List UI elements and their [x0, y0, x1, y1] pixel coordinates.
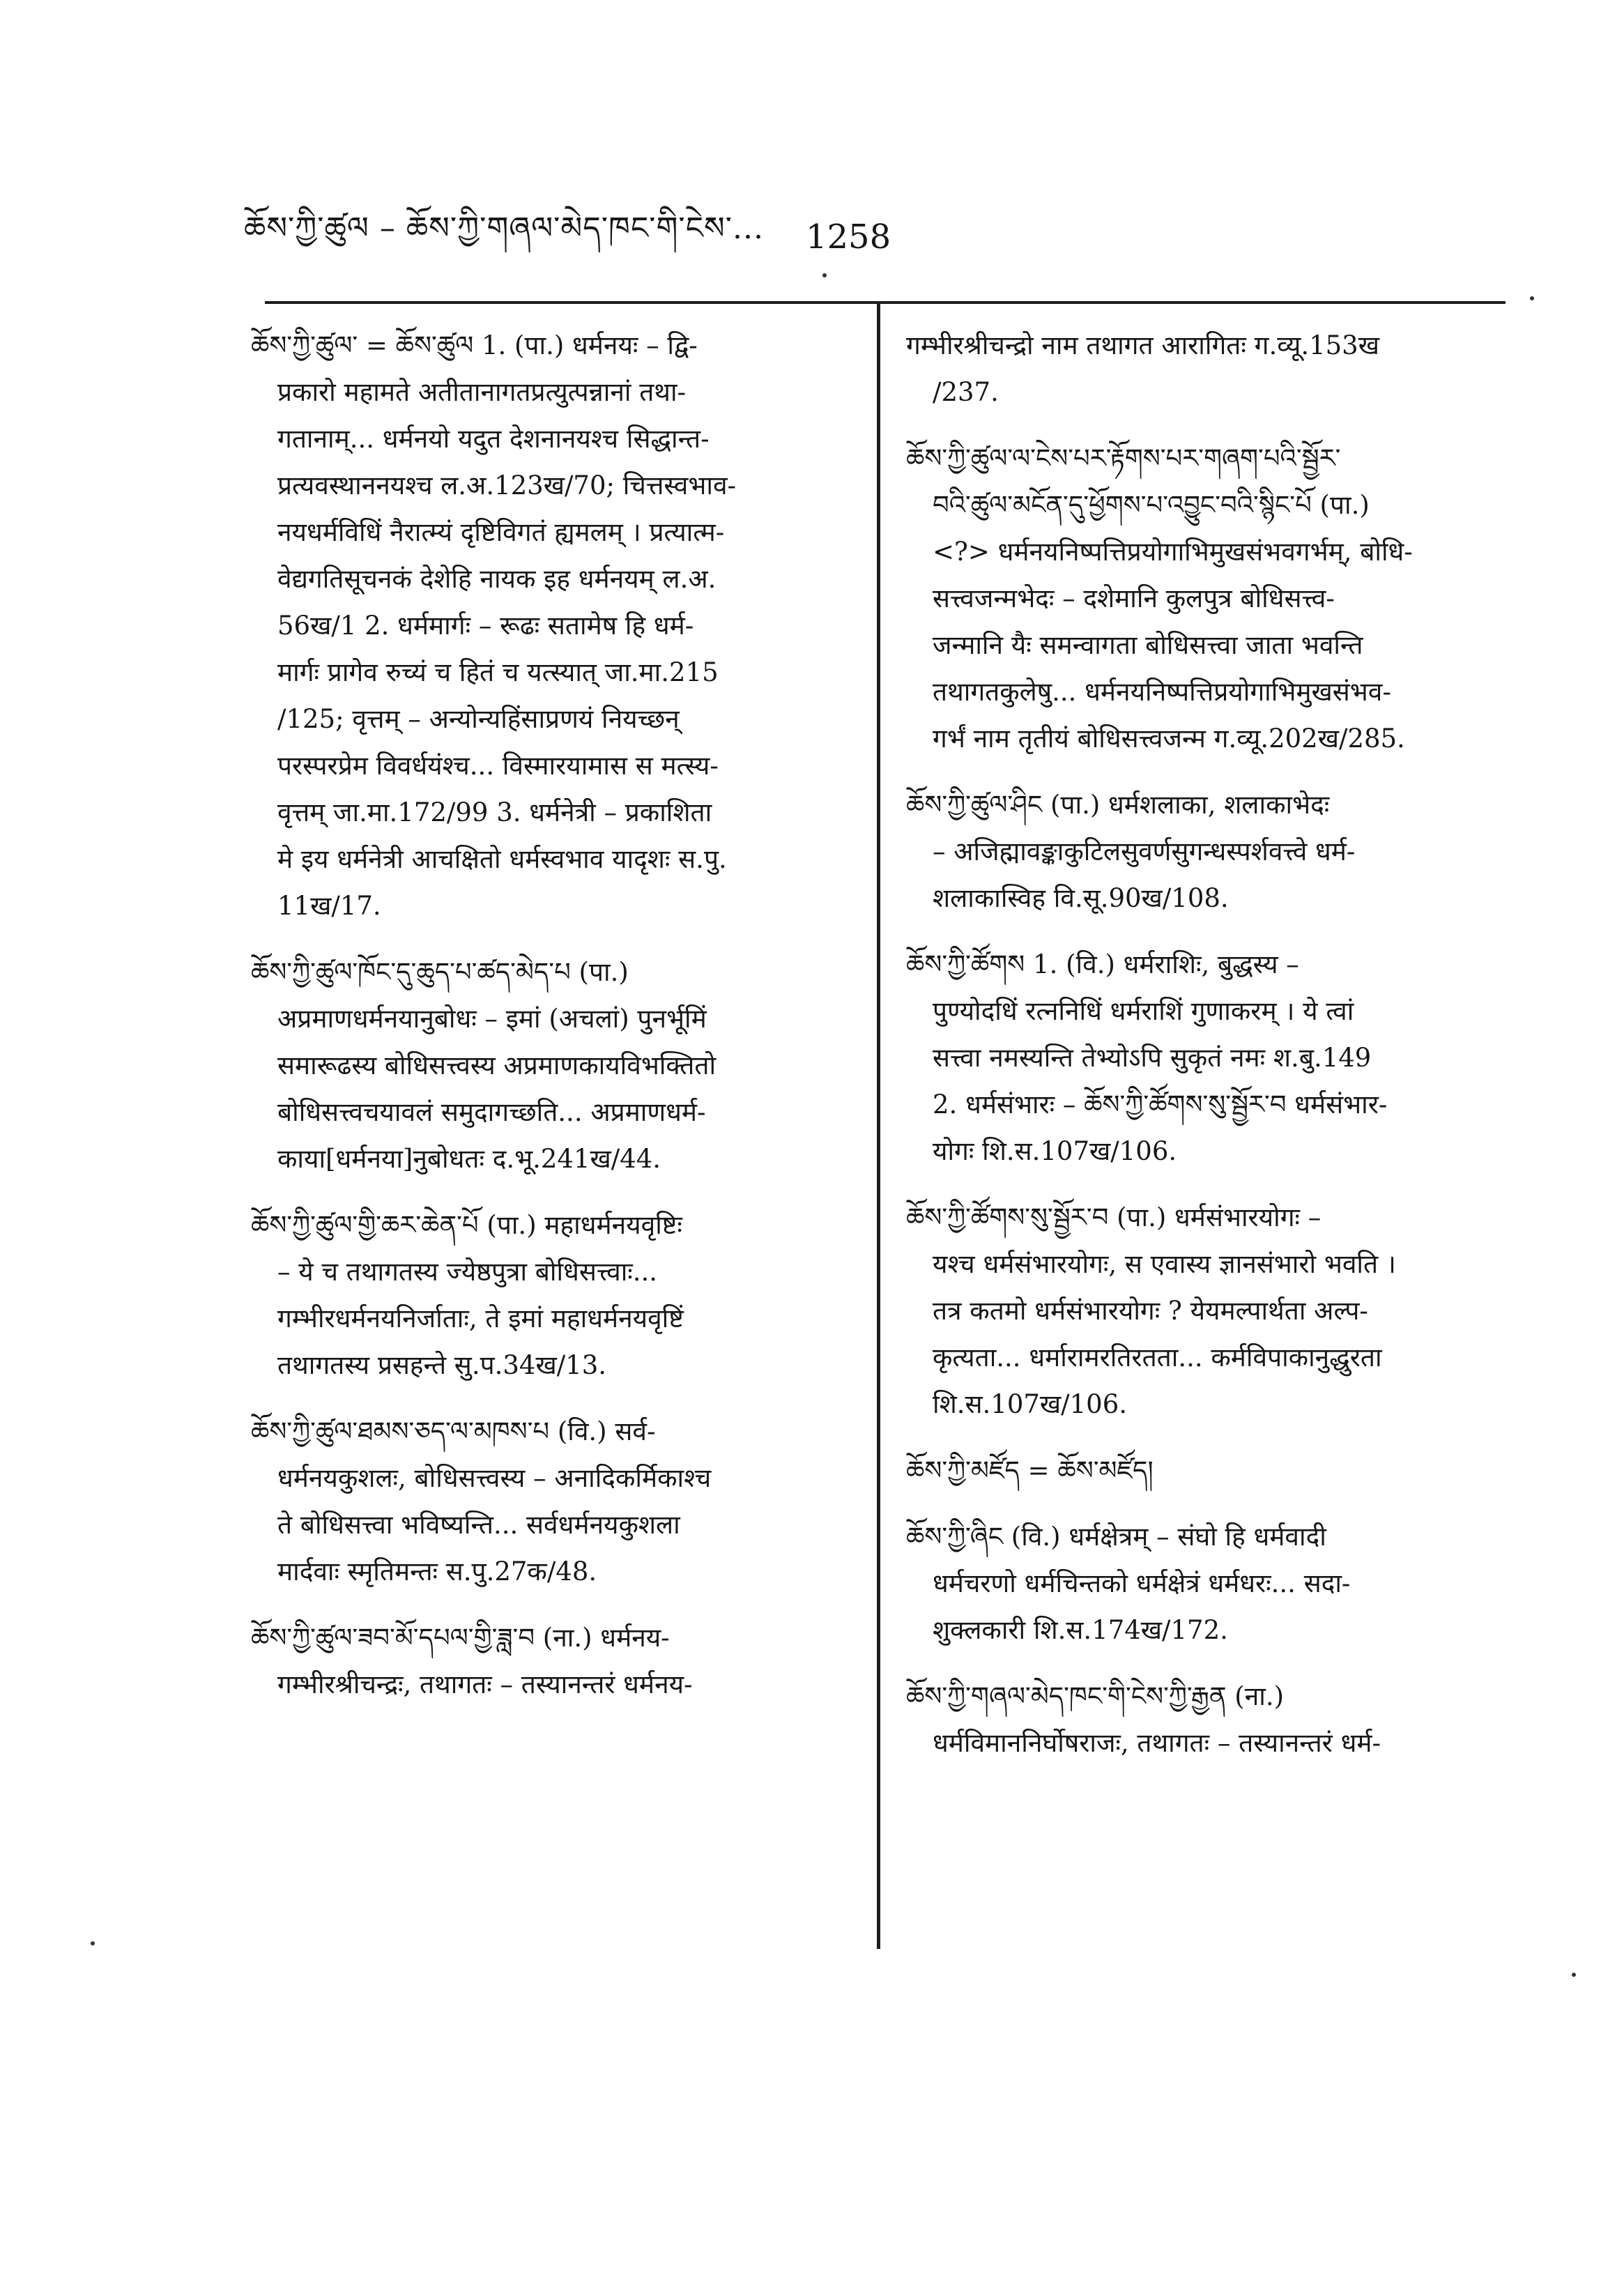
entry-line: अप्रमाणधर्मनयानुबोधः – इमां (अचलां) पुनर्भूमिं — [277, 1004, 707, 1034]
entry-line: धर्मनयकुशलः, बोधिसत्त्वस्य – अनादिकर्मिकाश्च — [277, 1463, 712, 1493]
entry-line: – ये च तथागतस्य ज्येष्ठपुत्रा बोधिसत्त्वाः... — [277, 1257, 658, 1287]
entry-headline: ཆོས་ཀྱི་ཚུལ་ཐམས་ཅད་ལ་མཁས་པ (वि.) सर्व- — [251, 1416, 656, 1446]
dictionary-entry — [906, 435, 1512, 762]
entry-line: – अजिह्मावङ्काकुटिलसुवर्णसुगन्धस्पर्शवत्त्वे धर्म- — [933, 836, 1356, 866]
running-title: ཆོས་ཀྱི་ཚུལ – ཆོས་ཀྱི་གཞལ་མེད་ཁང་གི་ངེས་... — [244, 211, 764, 246]
entry-line: कृत्यता... धर्मारामरतिरतता... कर्मविपाकानुद्धुरता — [933, 1343, 1382, 1372]
dictionary-entry — [251, 949, 857, 1182]
entry-line: 11ख/17. — [277, 891, 381, 921]
page-number: 1258 — [805, 217, 891, 257]
entry-line: शुक्लकारी शि.स.174ख/172. — [933, 1615, 1228, 1645]
right-column — [906, 322, 1512, 1786]
entry-headline: ཆོས་ཀྱི་མཛོད = ཆོས་མཛོད། — [906, 1455, 1154, 1485]
entry-headline: ཆོས་ཀྱི་ཚོགས་སུ་སྦྱོར་བ (पा.) धर्मसंभारयोगः – — [906, 1202, 1322, 1232]
entry-line: शलाकास्विह वि.सू.90ख/108. — [933, 883, 1229, 913]
entry-line: བའི་ཚུལ་མངོན་དུ་ཕྱོགས་པ་འབྱུང་བའི་སྙིང་པོ (पा.) — [933, 490, 1370, 520]
entry-line: 2. धर्मसंभारः – ཆོས་ཀྱི་ཚོགས་སུ་སྦྱོར་བ धर्मसंभार- — [933, 1089, 1388, 1119]
entry-line: मार्दवाः स्मृतिमन्तः स.पु.27क/48. — [277, 1557, 597, 1586]
dictionary-entry — [906, 322, 1512, 415]
entry-headline: ཆོས་ཀྱི་ཚུལ་ལ་ངེས་པར་རྟོགས་པར་གཞག་པའི་སྦྱོར་ — [906, 443, 1341, 473]
entry-line: /237. — [933, 377, 999, 407]
dictionary-entry — [906, 941, 1512, 1175]
entry-headline: ཆོས་ཀྱི་ཚུལ་ཁོང་དུ་ཆུད་པ་ཚད་མེད་པ (पा.) — [251, 957, 629, 987]
entry-line: गम्भीरश्रीचन्द्रः, तथागतः – तस्यानन्तरं धर्मनय- — [277, 1669, 693, 1699]
dictionary-entry — [251, 1202, 857, 1389]
entry-line: योगः शि.स.107ख/106. — [933, 1136, 1177, 1166]
entry-line: वृत्तम् जा.मा.172/99 3. धर्मनेत्री – प्रकाशिता — [277, 797, 712, 827]
entry-line: वेद्यगतिसूचनकं देशेहि नायक इह धर्मनयम् ल.अ. — [277, 564, 717, 594]
entry-line: पुण्योदधिं रत्ननिधिं धर्मराशिं गुणाकरम् । ये त्वां — [933, 996, 1354, 1026]
entry-headline: ཆོས་ཀྱི་ཞིང (वि.) धर्मक्षेत्रम् – संघो हि धर्मवादी — [906, 1522, 1326, 1552]
entry-line: समारूढस्य बोधिसत्त्वस्य अप्रमाणकायविभक्तितो — [277, 1050, 717, 1080]
entry-line: <?> धर्मनयनिष्पत्तिप्रयोगाभिमुखसंभवगर्भम्, बोधि- — [933, 537, 1413, 567]
speck-mark — [91, 1941, 95, 1945]
dictionary-entry — [906, 1447, 1512, 1494]
entry-headline: गम्भीरश्रीचन्द्रो नाम तथागत आरागितः ग.व्यू.153ख — [906, 330, 1379, 360]
entry-line: तत्र कतमो धर्मसंभारयोगः ? येयमल्पार्थता अल्प- — [933, 1296, 1368, 1326]
dictionary-entry — [251, 322, 857, 929]
entry-line: सत्त्वजन्मभेदः – दशेमानि कुलपुत्र बोधिसत्त्व- — [933, 583, 1335, 613]
entry-headline: ཆོས་ཀྱི་ཚུལ་གྱི་ཆར་ཆེན་པོ (पा.) महाधर्मनयवृष्टिः — [251, 1210, 682, 1240]
entry-line: 56ख/1 2. धर्ममार्गः – रूढः सतामेष हि धर्म- — [277, 611, 694, 641]
entry-headline: ཆོས་ཀྱི་ཚུལ་ཟབ་མོ་དཔལ་གྱི་ཟླ་བ (ना.) धर्मनय- — [251, 1623, 670, 1653]
dictionary-entry — [906, 1513, 1512, 1653]
entry-headline: ཆོས་ཀྱི་ཚུལ་ = ཆོས་ཚུལ 1. (पा.) धर्मनयः – द्वि- — [251, 330, 698, 360]
entry-line: मे इय धर्मनेत्री आचक्षितो धर्मस्वभाव यादृशः स.पु. — [277, 844, 727, 874]
entry-line: मार्गः प्रागेव रुच्यं च हितं च यत्स्यात् जा.मा.215 — [277, 657, 719, 687]
entry-headline: ཆོས་ཀྱི་གཞལ་མེད་ཁང་གི་ངེས་ཀྱི་རྒྱན (ना.) — [906, 1681, 1285, 1711]
entry-headline: ཆོས་ཀྱི་ཚུལ་ཤིང (पा.) धर्मशलाका, शलाकाभेदः — [906, 790, 1330, 820]
entry-line: जन्मानि यैः समन्वागता बोधिसत्त्वा जाता भवन्ति — [933, 630, 1363, 660]
entry-line: धर्मविमाननिर्घोषराजः, तथागतः – तस्यानन्तरं धर्म- — [933, 1728, 1381, 1758]
entry-line: सत्त्वा नमस्यन्ति तेभ्योऽपि सुकृतं नमः श.बु.149 — [933, 1043, 1372, 1073]
entry-line: /125; वृत्तम् – अन्योन्यहिंसाप्रणयं नियच्छन् — [277, 704, 680, 734]
entry-line: बोधिसत्त्वचयावलं समुदागच्छति... अप्रमाणधर्म- — [277, 1097, 706, 1127]
entry-line: तथागतकुलेषु... धर्मनयनिष्पत्तिप्रयोगाभिमुखसंभव- — [933, 677, 1391, 707]
entry-line: ते बोधिसत्त्वा भविष्यन्ति... सर्वधर्मनयकुशला — [277, 1510, 680, 1540]
entry-line: शि.स.107ख/106. — [933, 1389, 1128, 1419]
speck-mark — [822, 273, 827, 277]
dictionary-entry — [906, 1673, 1512, 1766]
dictionary-entry — [906, 1194, 1512, 1428]
header-rule — [265, 301, 1506, 304]
entry-line: काया[धर्मनया]नुबोधतः द.भू.241ख/44. — [277, 1144, 661, 1174]
running-header — [244, 209, 941, 265]
entry-line: गर्भं नाम तृतीयं बोधिसत्त्वजन्म ग.व्यू.202ख/285. — [933, 724, 1405, 754]
left-column — [251, 322, 857, 1727]
entry-line: तथागतस्य प्रसहन्ते सु.प.34ख/13. — [277, 1350, 607, 1380]
entry-line: धर्मचरणो धर्मचिन्तको धर्मक्षेत्रं धर्मधरः... सदा- — [933, 1568, 1351, 1598]
entry-line: नयधर्मविधिं नैरात्म्यं दृष्टिविगतं ह्यमलम् । प्रत्यात्म- — [277, 517, 725, 547]
dictionary-entry — [251, 1614, 857, 1708]
entry-line: प्रत्यवस्थाननयश्च ल.अ.123ख/70; चित्तस्वभाव- — [277, 471, 737, 500]
column-divider — [877, 304, 880, 1949]
entry-line: गम्भीरधर्मनयनिर्जाताः, ते इमां महाधर्मनयवृष्टिं — [277, 1303, 684, 1333]
dictionary-entry — [906, 781, 1512, 922]
entry-line: गतानाम्... धर्मनयो यदुत देशनानयश्च सिद्धान्त- — [277, 424, 710, 454]
entry-line: परस्परप्रेम विवर्धयंश्च... विस्मारयामास स मत्स्य- — [277, 751, 719, 781]
speck-mark — [1572, 1973, 1576, 1977]
entry-line: प्रकारो महामते अतीतानागतप्रत्युत्पन्नानां तथा- — [277, 377, 687, 407]
speck-mark — [1530, 296, 1534, 300]
dictionary-entry — [251, 1408, 857, 1595]
entry-headline: ཆོས་ཀྱི་ཚོགས 1. (वि.) धर्मराशिः, बुद्धस्य – — [906, 949, 1299, 979]
entry-line: यश्च धर्मसंभारयोगः, स एवास्य ज्ञानसंभारो भवति । — [933, 1249, 1396, 1279]
